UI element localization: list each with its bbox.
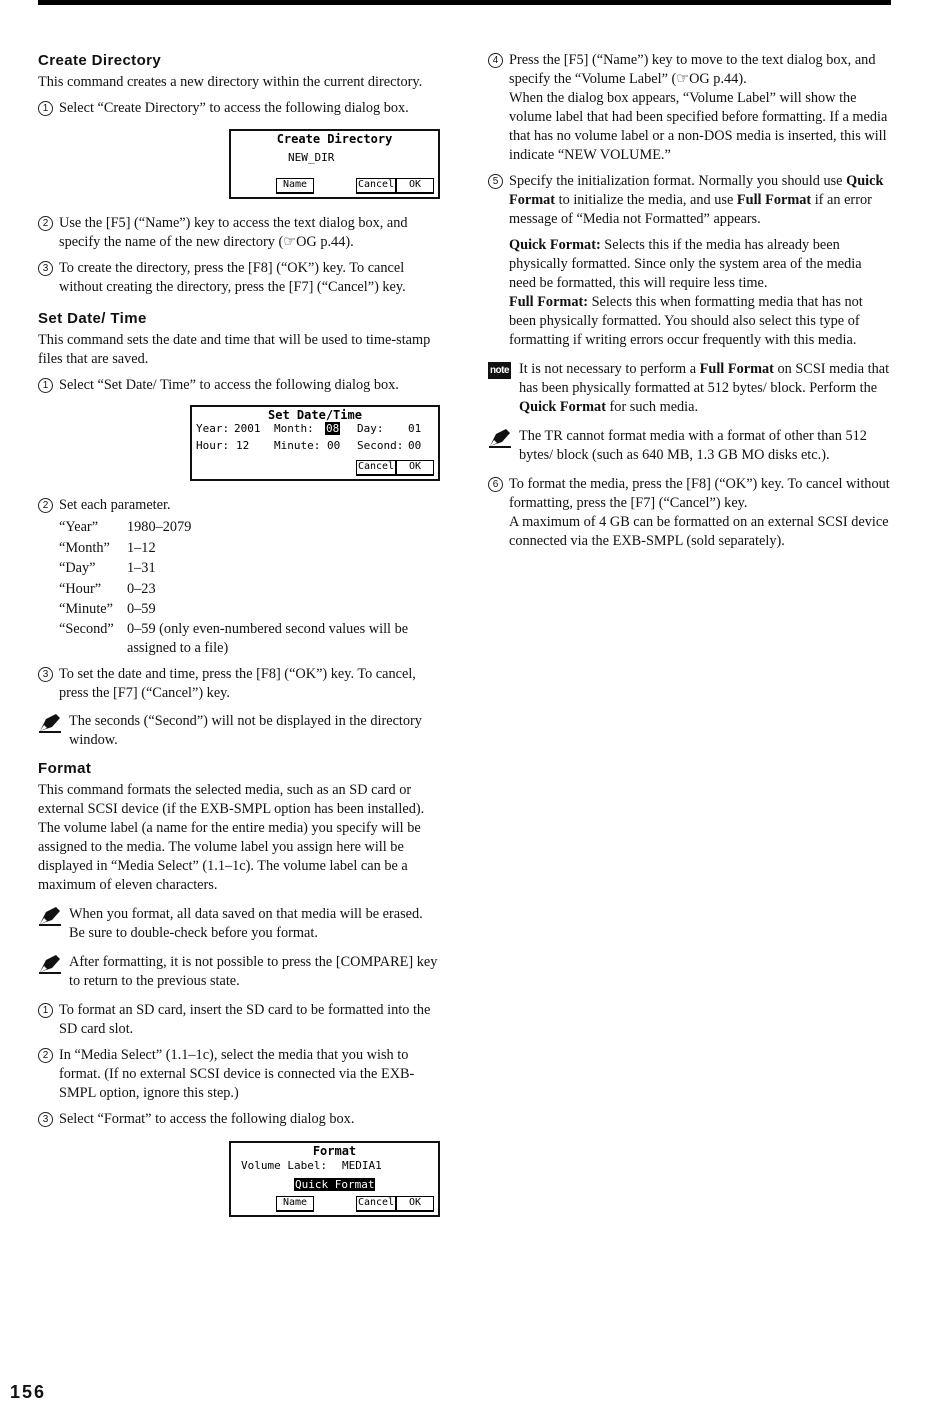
format-type-option[interactable] xyxy=(294,1178,375,1192)
step-text: Press the [F5] (“Name”) key to move to the text dialog box, and specify the “Volume Label” (☞OG p.44). xyxy=(509,52,876,87)
cancel-button[interactable]: Cancel xyxy=(356,1196,396,1212)
right-column xyxy=(488,51,890,558)
param-row xyxy=(59,538,440,559)
ok-button[interactable]: OK xyxy=(396,178,434,194)
param-range: 0–59 xyxy=(127,601,156,617)
step-text: To format an SD card, insert the SD card to be formatted into the SD card slot. xyxy=(59,1001,431,1037)
set-date-time-step-1 xyxy=(38,376,440,395)
caution-text: When you format, all data saved on that media will be erased. Be sure to double-check before you format. xyxy=(69,905,423,941)
dialog-directory-name: NEW_DIR xyxy=(288,151,335,164)
format-step-5 xyxy=(488,172,890,229)
step-text: Select “Set Date/ Time” to access the following dialog box. xyxy=(59,377,399,393)
format-step-3 xyxy=(38,1110,440,1129)
format-step-2 xyxy=(38,1046,440,1103)
step-number: 2 xyxy=(38,498,53,513)
param-range: 0–59 (only even-numbered second values will be assigned to a file) xyxy=(127,620,409,656)
format-caution-1 xyxy=(38,905,440,943)
full-format-term: Full Format xyxy=(736,192,812,208)
param-name: “Second” xyxy=(59,620,114,637)
caution-text: The seconds (“Second”) will not be displayed in the directory window. xyxy=(69,712,422,748)
param-name: “Hour” xyxy=(59,580,102,597)
top-rule xyxy=(38,0,891,5)
scsi-note xyxy=(488,360,890,417)
hour-value[interactable]: 12 xyxy=(236,439,250,452)
year-label: Year: xyxy=(196,422,230,435)
seconds-caution xyxy=(38,712,440,750)
minute-label: Minute: xyxy=(274,439,321,452)
ok-button[interactable]: OK xyxy=(396,1196,434,1212)
quick-format-label: Quick Format: xyxy=(509,237,601,253)
step-text-continued: A maximum of 4 GB can be formatted on an external SCSI device connected via the EXB-SMPL (sold separately). xyxy=(509,514,889,549)
step-text: In “Media Select” (1.1–1c), select the media that you wish to format. (If no external SCSI device is connected via the EXB-SMPL option, ignore this step.) xyxy=(59,1046,415,1101)
param-range: 1–31 xyxy=(127,560,156,576)
volume-label-value[interactable]: MEDIA1 xyxy=(342,1158,382,1172)
set-date-time-intro: This command sets the date and time that will be used to time-stamp files that are saved. xyxy=(38,332,431,367)
set-date-time-dialog xyxy=(190,405,440,481)
step-text: To set the date and time, press the [F8] (“OK”) key. To cancel, press the [F7] (“Cancel”) key. xyxy=(59,665,416,701)
step-number: 1 xyxy=(38,378,53,393)
step-number: 3 xyxy=(38,261,53,276)
quick-format-term: Quick Format xyxy=(519,399,606,415)
param-name: “Day” xyxy=(59,560,96,576)
step-number: 1 xyxy=(38,1003,53,1018)
format-heading: Format xyxy=(38,759,92,777)
full-format-text: Selects this when formatting media that has not been physically formatted. You should also select this type of formatting if writing errors occur frequently with this media. xyxy=(509,294,863,348)
step-text: Set each parameter. xyxy=(59,497,171,513)
minute-value[interactable]: 00 xyxy=(327,439,341,452)
create-directory-heading: Create Directory xyxy=(38,52,162,69)
step-number: 6 xyxy=(488,477,503,492)
cancel-button[interactable]: Cancel xyxy=(356,460,396,476)
step-text: to initialize the media, and use xyxy=(555,192,737,208)
create-directory-step-3 xyxy=(38,259,440,297)
format-type-descriptions xyxy=(488,236,890,350)
set-date-time-step-2 xyxy=(38,496,440,515)
dialog-title: Create Directory xyxy=(276,132,393,146)
param-row xyxy=(59,579,440,600)
param-range: 1980–2079 xyxy=(127,519,192,535)
name-button[interactable]: Name xyxy=(276,178,314,194)
format-type-text: Quick Format xyxy=(295,1177,375,1191)
parameter-table xyxy=(38,517,440,658)
full-format-label: Full Format: xyxy=(509,294,589,310)
dialog-title: Format xyxy=(312,1143,357,1158)
param-range: 1–12 xyxy=(127,539,156,556)
set-date-time-step-3 xyxy=(38,665,440,703)
param-row xyxy=(59,558,440,579)
step-text: if an error message of “Media not Formatted” appears. xyxy=(509,192,872,227)
param-range: 0–23 xyxy=(127,580,156,597)
step-text: Use the [F5] (“Name”) key to access the text dialog box, and specify the name of the new directory (☞OG p.44). xyxy=(59,215,408,250)
step-text: Specify the initialization format. Normally you should use xyxy=(509,173,847,189)
dialog-title: Set Date/Time xyxy=(268,408,362,422)
full-format-description xyxy=(509,293,890,350)
month-label: Month: xyxy=(274,422,314,435)
format-dialog xyxy=(229,1141,440,1217)
param-name: “Month” xyxy=(59,539,110,556)
caution-pencil-icon xyxy=(38,954,62,974)
day-label: Day: xyxy=(357,422,384,435)
set-date-time-heading: Set Date/ Time xyxy=(38,310,147,327)
step-number: 5 xyxy=(488,174,503,189)
format-step-6 xyxy=(488,475,890,551)
caution-pencil-icon xyxy=(38,713,62,733)
format-caution-2 xyxy=(38,953,440,991)
param-row xyxy=(59,620,440,658)
step-text-continued: When the dialog box appears, “Volume Label” will show the volume label that had been specified before formatting. If a media that has no volume label or a non-DOS media is inserted, this will indicate “NEW VOLUME.” xyxy=(509,90,888,163)
second-label: Second: xyxy=(357,439,404,452)
step-text: Select “Format” to access the following dialog box. xyxy=(59,1110,355,1127)
note-icon: note xyxy=(488,362,511,379)
step-number: 3 xyxy=(38,1112,53,1127)
quick-format-description xyxy=(509,236,890,293)
second-value[interactable]: 00 xyxy=(408,439,422,452)
step-text: Select “Create Directory” to access the following dialog box. xyxy=(59,100,409,116)
quick-format-term: Quick Format xyxy=(509,173,884,208)
format-step-1 xyxy=(38,1001,440,1039)
caution-pencil-icon xyxy=(488,428,512,448)
step-text: To create the directory, press the [F8] (“OK”) key. To cancel without creating the directory, press the [F7] (“Cancel”) key. xyxy=(59,260,406,295)
volume-label-label: Volume Label: xyxy=(241,1158,328,1172)
param-row xyxy=(59,599,440,620)
format-intro: This command formats the selected media, such as an SD card or external SCSI device (if the EXB-SMPL option has been installed). The volume label (a name for the entire media) you specify will be assigned to the media. The volume label you assign here will be displayed in “Media Select” (1.1–1c). The volume label can be a maximum of eleven characters. xyxy=(38,781,425,893)
note-text: It is not necessary to perform a xyxy=(519,361,700,377)
step-number: 1 xyxy=(38,101,53,116)
create-directory-step-2 xyxy=(38,214,440,252)
param-name: “Year” xyxy=(59,519,99,535)
step-number: 2 xyxy=(38,1048,53,1063)
create-directory-step-1 xyxy=(38,99,440,118)
page-number: 156 xyxy=(10,1382,47,1402)
note-text: for such media. xyxy=(605,399,699,415)
hour-label: Hour: xyxy=(196,439,230,452)
month-value[interactable] xyxy=(325,422,340,436)
cancel-button[interactable]: Cancel xyxy=(356,178,396,194)
caution-text: After formatting, it is not possible to press the [COMPARE] key to return to the previous state. xyxy=(69,953,438,989)
format-caution-3 xyxy=(488,427,890,465)
param-row xyxy=(59,517,440,538)
day-value[interactable]: 01 xyxy=(408,422,422,435)
ok-button[interactable]: OK xyxy=(396,460,434,476)
caution-text: The TR cannot format media with a format of other than 512 bytes/ block (such as 640 MB, 1.3 GB MO disks etc.). xyxy=(519,428,867,463)
step-number: 2 xyxy=(38,216,53,231)
step-number: 4 xyxy=(488,53,503,68)
step-text: To format the media, press the [F8] (“OK”) key. To cancel without formatting, press the [F7] (“Cancel”) key. xyxy=(509,476,890,511)
create-directory-intro: This command creates a new directory within the current directory. xyxy=(38,74,423,90)
quick-format-text: Selects this if the media has already been physically formatted. Since only the system area of the media need be formatted, this will require less time. xyxy=(509,237,862,291)
month-value-text: 08 xyxy=(326,422,340,435)
format-step-4 xyxy=(488,51,890,165)
create-directory-dialog xyxy=(229,129,440,199)
note-text: on SCSI media that has been physically formatted at 512 bytes/ block. Perform the xyxy=(519,361,890,396)
param-name: “Minute” xyxy=(59,601,113,617)
step-number: 3 xyxy=(38,667,53,682)
left-column xyxy=(38,51,440,1232)
full-format-term: Full Format xyxy=(699,361,774,377)
caution-pencil-icon xyxy=(38,906,62,926)
name-button[interactable]: Name xyxy=(276,1196,314,1212)
year-value[interactable]: 2001 xyxy=(234,422,261,435)
